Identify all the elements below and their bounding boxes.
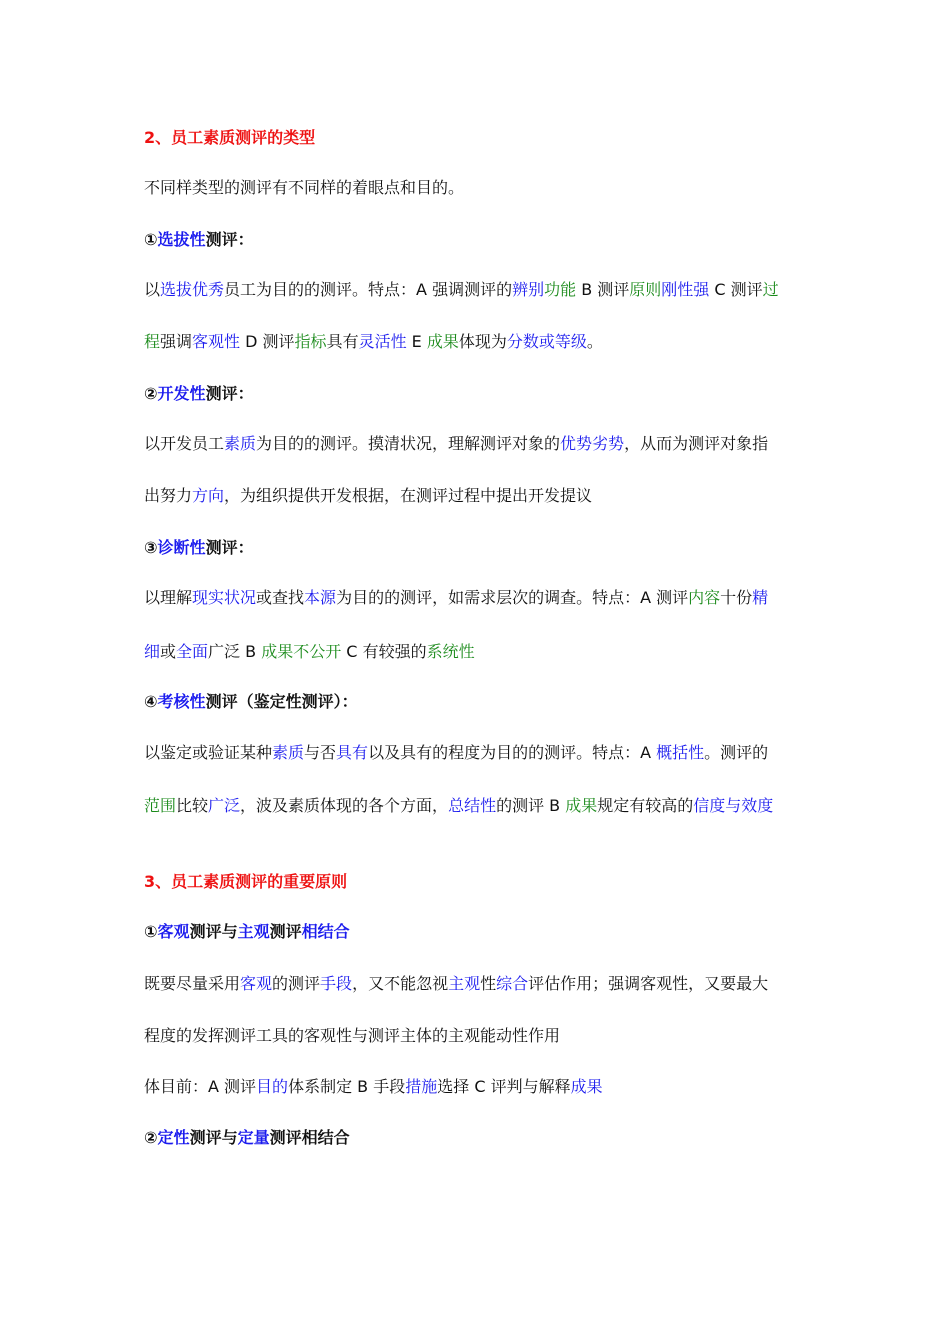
text-segment: 考核性 bbox=[157, 692, 206, 711]
text-segment: 为目的的测评。摸清状况，理解测评对象的 bbox=[256, 434, 561, 453]
text-segment: 相结合 bbox=[301, 922, 350, 941]
text-segment: 灵活性 bbox=[358, 332, 407, 351]
text-segment: 或查找 bbox=[256, 588, 305, 607]
paragraph-line bbox=[144, 1025, 824, 1047]
text-segment: 综合 bbox=[496, 974, 529, 993]
type-4-heading bbox=[144, 691, 824, 713]
text-segment: 辨别 bbox=[512, 280, 545, 299]
text-segment: 。 bbox=[586, 332, 603, 351]
text-segment: 体系制定 B 手段 bbox=[288, 1077, 406, 1096]
text-segment: 成果 bbox=[426, 332, 459, 351]
text-segment: 信度与效度 bbox=[693, 796, 774, 815]
text-segment: 现实状况 bbox=[192, 588, 257, 607]
text-segment: 内容 bbox=[688, 588, 721, 607]
text-segment: 功能 bbox=[544, 280, 577, 299]
text-segment: 测评与 bbox=[189, 922, 238, 941]
text-segment: 客观 bbox=[240, 974, 273, 993]
text-segment: 广泛 B bbox=[208, 642, 262, 661]
paragraph-line bbox=[144, 587, 824, 609]
text-segment: 出努力 bbox=[144, 486, 193, 505]
text-segment: 措施 bbox=[405, 1077, 438, 1096]
text-segment: 的测评 bbox=[272, 974, 321, 993]
text-segment: 测评 bbox=[269, 922, 302, 941]
text-segment: 以开发员工 bbox=[144, 434, 225, 453]
paragraph-line bbox=[144, 331, 824, 353]
text-segment: 广泛 bbox=[208, 796, 241, 815]
paragraph-line bbox=[144, 1076, 824, 1098]
text-segment: 客观 bbox=[157, 922, 190, 941]
text-segment: ① bbox=[144, 230, 158, 249]
type-1-heading bbox=[144, 229, 824, 251]
text-segment: ④ bbox=[144, 692, 158, 711]
text-segment: 测评（鉴定性测评）： bbox=[205, 692, 358, 711]
text-segment: 不同样类型的测评有不同样的着眼点和目的。 bbox=[144, 178, 465, 197]
section-2-intro bbox=[144, 177, 824, 199]
text-segment: ③ bbox=[144, 538, 158, 557]
text-segment: 十份 bbox=[720, 588, 753, 607]
text-segment: 刚性强 bbox=[661, 280, 710, 299]
text-segment: ② bbox=[144, 1128, 158, 1147]
text-segment: 既要尽量采用 bbox=[144, 974, 241, 993]
text-segment: 精 bbox=[752, 588, 769, 607]
text-segment: 诊断性 bbox=[157, 538, 206, 557]
text-segment: 总结性 bbox=[448, 796, 497, 815]
text-segment: 比较 bbox=[176, 796, 209, 815]
text-segment: 测评： bbox=[205, 538, 254, 557]
text-segment: D 测评 bbox=[240, 332, 295, 351]
text-segment: 素质 bbox=[272, 743, 305, 762]
text-segment: 选择 C 评判与解释 bbox=[437, 1077, 571, 1096]
text-segment: 主观 bbox=[448, 974, 481, 993]
text-segment: 成果 bbox=[565, 796, 598, 815]
principle-1-heading bbox=[144, 921, 824, 943]
paragraph-line bbox=[144, 973, 824, 995]
text-segment: 性 bbox=[480, 974, 497, 993]
text-segment: 手段 bbox=[320, 974, 353, 993]
text-segment: 测评： bbox=[205, 230, 254, 249]
type-3-heading bbox=[144, 537, 824, 559]
text-segment: ，又不能忽视 bbox=[352, 974, 449, 993]
text-segment: 范围 bbox=[144, 796, 177, 815]
text-segment: 开发性 bbox=[157, 384, 206, 403]
text-segment: 以 bbox=[144, 280, 161, 299]
text-segment: 主观 bbox=[237, 922, 270, 941]
text-segment: 指标 bbox=[294, 332, 327, 351]
text-segment: 优势劣势 bbox=[560, 434, 625, 453]
paragraph-line bbox=[144, 485, 824, 507]
text-segment: 3、员工素质测评的重要原则 bbox=[144, 872, 348, 891]
paragraph-line bbox=[144, 641, 824, 663]
text-segment: 评估作用；强调客观性，又要最大 bbox=[528, 974, 769, 993]
text-segment: 以理解 bbox=[144, 588, 193, 607]
paragraph-line bbox=[144, 279, 824, 301]
text-segment: 规定有较高的 bbox=[597, 796, 694, 815]
text-segment: ，波及素质体现的各个方面， bbox=[240, 796, 449, 815]
type-2-heading bbox=[144, 383, 824, 405]
text-segment: 素质 bbox=[224, 434, 257, 453]
text-segment: ，为组织提供开发根据，在测评过程中提出开发提议 bbox=[224, 486, 593, 505]
text-segment: 定性 bbox=[157, 1128, 190, 1147]
text-segment: 全面 bbox=[176, 642, 209, 661]
paragraph-line bbox=[144, 433, 824, 455]
text-segment: 测评相结合 bbox=[269, 1128, 350, 1147]
text-segment: 原则 bbox=[629, 280, 662, 299]
section-3-heading bbox=[144, 871, 824, 893]
text-segment: 体目前：A 测评 bbox=[144, 1077, 257, 1096]
text-segment: 选拔优秀 bbox=[160, 280, 225, 299]
text-segment: 员工为目的的测评。特点：A 强调测评的 bbox=[224, 280, 513, 299]
text-segment: E bbox=[406, 332, 427, 351]
principle-2-heading bbox=[144, 1127, 824, 1149]
text-segment: 具有 bbox=[326, 332, 359, 351]
text-segment: 目的 bbox=[256, 1077, 289, 1096]
text-segment: 强调 bbox=[160, 332, 193, 351]
text-segment: ，从而为测评对象指 bbox=[624, 434, 769, 453]
text-segment: 定量 bbox=[237, 1128, 270, 1147]
text-segment: C 测评 bbox=[709, 280, 763, 299]
text-segment: 。测评的 bbox=[704, 743, 769, 762]
text-segment: 2、员工素质测评的类型 bbox=[144, 128, 316, 147]
text-segment: 体现为 bbox=[458, 332, 507, 351]
text-segment: 方向 bbox=[192, 486, 225, 505]
text-segment: 或 bbox=[160, 642, 177, 661]
paragraph-line bbox=[144, 742, 824, 764]
text-segment: ① bbox=[144, 922, 158, 941]
text-segment: 的测评 B bbox=[496, 796, 566, 815]
text-segment: 以及具有的程度为目的的测评。特点：A bbox=[368, 743, 657, 762]
text-segment: 过 bbox=[762, 280, 779, 299]
text-segment: 系统性 bbox=[426, 642, 475, 661]
text-segment: 成果不公开 bbox=[261, 642, 342, 661]
text-segment: 与否 bbox=[304, 743, 337, 762]
text-segment: 概括性 bbox=[656, 743, 705, 762]
text-segment: ② bbox=[144, 384, 158, 403]
text-segment: 本源 bbox=[304, 588, 337, 607]
text-segment: 为目的的测评，如需求层次的调查。特点：A 测评 bbox=[336, 588, 689, 607]
text-segment: 成果 bbox=[570, 1077, 603, 1096]
text-segment: 具有 bbox=[336, 743, 369, 762]
text-segment: 测评： bbox=[205, 384, 254, 403]
text-segment: 客观性 bbox=[192, 332, 241, 351]
text-segment: 分数或等级 bbox=[506, 332, 587, 351]
text-segment: 细 bbox=[144, 642, 161, 661]
section-2-heading bbox=[144, 127, 824, 149]
text-segment: 程 bbox=[144, 332, 161, 351]
text-segment: 以鉴定或验证某种 bbox=[144, 743, 273, 762]
text-segment: B 测评 bbox=[576, 280, 630, 299]
text-segment: 选拔性 bbox=[157, 230, 206, 249]
text-segment: 测评与 bbox=[189, 1128, 238, 1147]
text-segment: 程度的发挥测评工具的客观性与测评主体的主观能动性作用 bbox=[144, 1026, 561, 1045]
paragraph-line bbox=[144, 795, 824, 817]
text-segment: C 有较强的 bbox=[341, 642, 427, 661]
